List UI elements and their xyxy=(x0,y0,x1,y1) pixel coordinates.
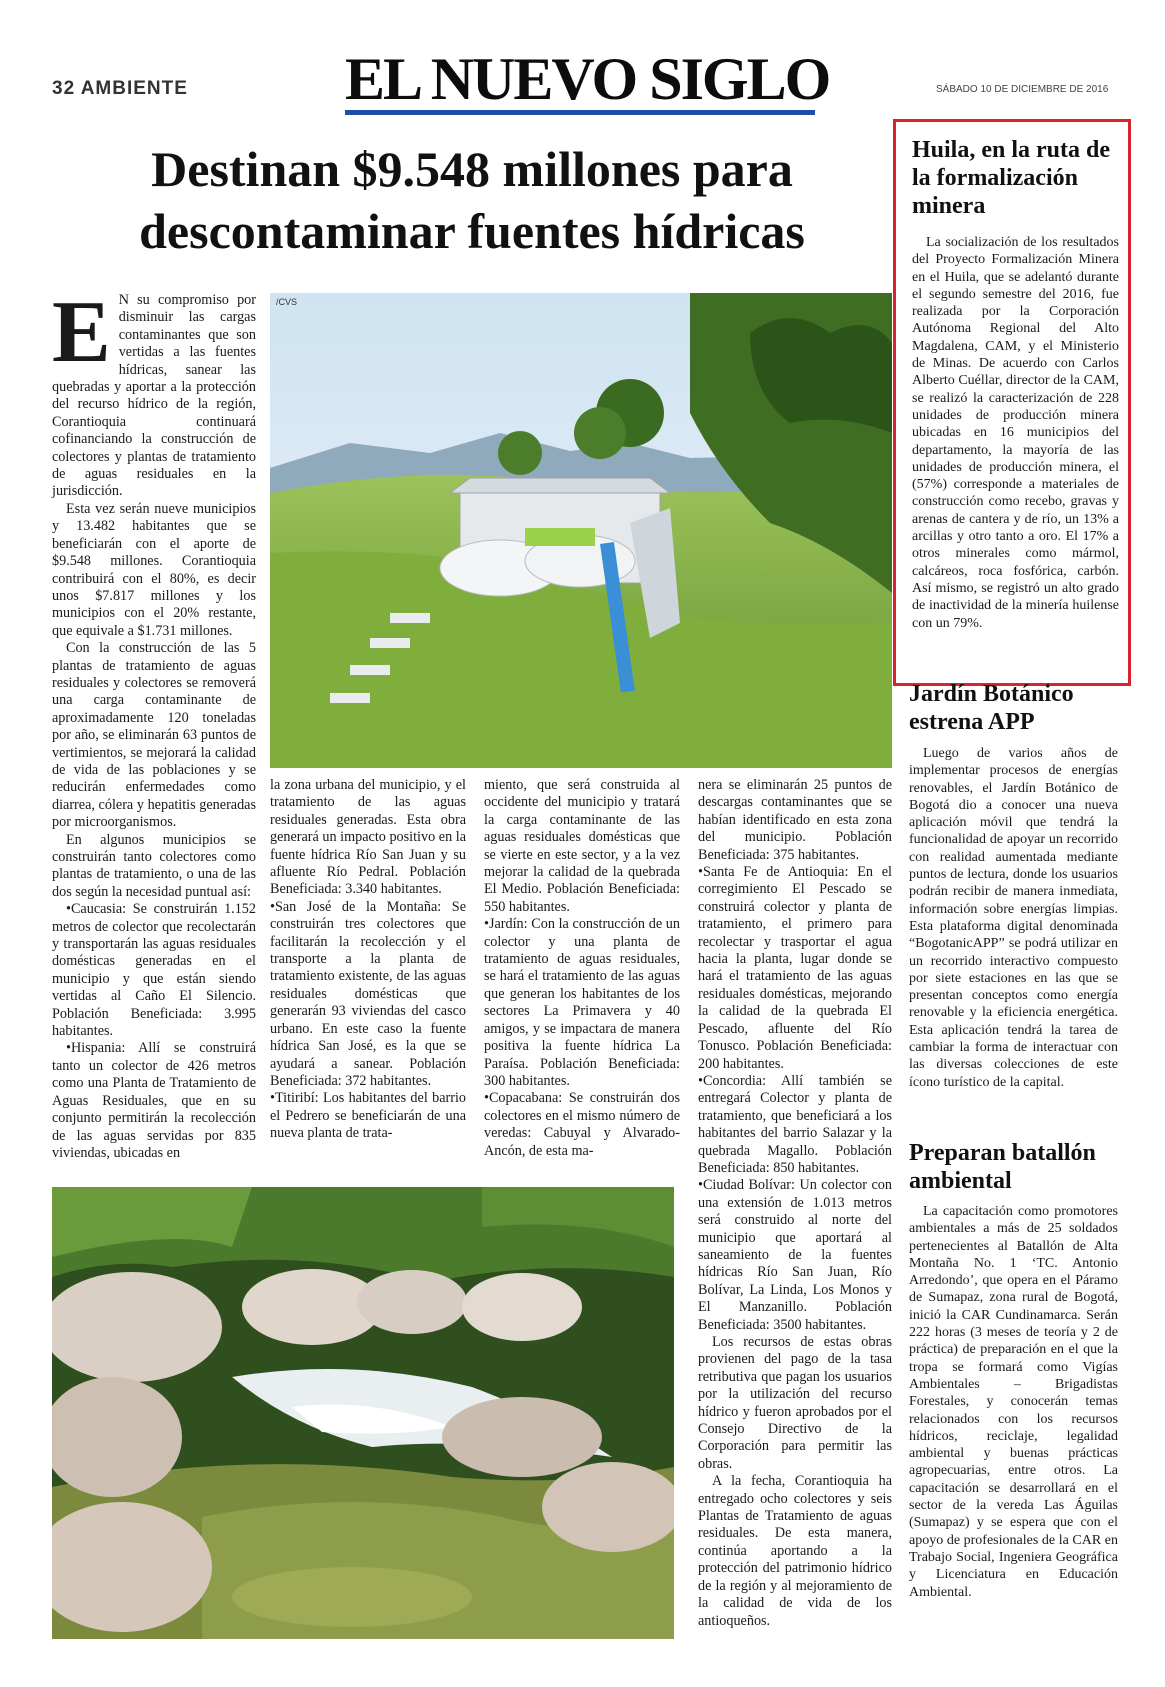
paragraph: •Ciudad Bolívar: Un colector con una extensión de 1.013 metros será construido al norte del municipio que aportará al saneamiento de la fuentes hídricas Río San Juan, Río Bolívar, La Linda, Los Monos y El Manzanillo. Población Beneficiada: 3500 habitantes. xyxy=(698,1177,892,1333)
huila-body xyxy=(912,234,1119,632)
paragraph: •Hispania: Allí se construirá tanto un colector de 426 metros como una Planta de Tratamiento de Aguas Residuales, que en su conjunto permitirán la recolección de las aguas servidas por 835 viviendas, ubicadas en xyxy=(52,1040,256,1161)
paragraph: Los recursos de estas obras provienen del pago de la tasa retributiva que pagan los usuarios por la utilización del recurso hídrico y fueron aprobados por el Consejo Directivo de la Corporación para permitir las obras. xyxy=(698,1334,892,1472)
jardin-title: Jardín Botánico estrena APP xyxy=(909,681,1074,735)
batallon-title: Preparan batallón ambiental xyxy=(909,1140,1096,1194)
paragraph: •San José de la Montaña: Se construirán tres colectores que facilitarán la recolección y el transporte a la planta de tratamiento existente, de las aguas residuales domésticas que generarán 93 viviendas del casco urbano. En este caso la fuente hídrica San José, es la que se ayudará a sanear. Población Beneficiada: 372 habitantes. xyxy=(270,898,466,1089)
paragraph: Esta vez serán nueve municipios y 13.482 habitantes que se beneficiarán con el aporte de $9.548 millones. Corantioquia contribuirá con el 80%, es decir unos $7.817 millones y los municipios con el 20% restante, que equivale a $1.731 millones. xyxy=(52,500,256,639)
paragraph: N su compromiso por disminuir las cargas contaminantes que son vertidas a las fuentes hídricas, sanear las quebradas y aportar a la protección del recurso hídrico de la región, Corantioquia continuará cofinanciando la construcción de colectores y plantas de tratamiento de aguas residuales en la jurisdicción. xyxy=(52,292,256,500)
article-column-2 xyxy=(270,777,466,1143)
issue-date: SÁBADO 10 DE DICIEMBRE DE 2016 xyxy=(936,84,1109,95)
drop-cap: E xyxy=(52,284,111,381)
photo-credit: /CVS xyxy=(276,297,298,307)
jardin-paragraph: Luego de varios años de implementar procesos de energías renovables, el Jardín Botánico de Bogotá dio a conocer una nueva aplicación móvil que tendrá la funcionalidad de apoyar un recorrido con realidad aumentada mediante puntos de lectura, donde los usuarios podrán recibir de manera inmediata, información sobre energías limpias. Esta plataforma digital denominada “BogotanicAPP” se podrá utilizar en un recorrido interactivo compuesto por siete estaciones en las que se presentan conceptos como energía renovable y la eficiencia energética. Esta aplicación tendrá la tarea de cambiar la forma de interactuar con las diversas colecciones de este ícono turístico de la capital. xyxy=(909,746,1118,1090)
paragraph: •Copacabana: Se construirán dos colectores en el mismo número de veredas: Cabuyal y Alvarado-Ancón, de esta ma- xyxy=(484,1090,680,1159)
batallon-body xyxy=(909,1203,1118,1601)
photo-treatment-plant xyxy=(270,293,892,768)
main-headline: Destinan $9.548 millones para descontaminar fuentes hídricas xyxy=(139,141,805,259)
jardin-body xyxy=(909,745,1118,1091)
paragraph: •Caucasia: Se construirán 1.152 metros de colector que recolectarán y transportarán las aguas residuales domésticas generadas en el municipio y que están siendo vertidas al Caño El Silencio. Población Beneficiada: 3.995 habitantes. xyxy=(52,901,256,1040)
paragraph: En algunos municipios se construirán tanto colectores como plantas de tratamiento, o una de las dos según la necesidad puntual así: xyxy=(52,831,256,900)
paragraph: •Santa Fe de Antioquia: En el corregimiento El Pescado se construirá colector y planta de tratamiento, el primero para recolectar y trasportar el agua hacia la planta, lugar donde se hará el tratamiento de las aguas residuales domésticas, mejorando la calidad de la quebrada El Pescado, afluente del Río Tonusco. Población Beneficiada: 200 habitantes. xyxy=(698,864,892,1072)
article-column-4 xyxy=(698,777,892,1630)
photo-river xyxy=(52,1187,674,1639)
paragraph: miento, que será construida al occidente del municipio y tratará la carga contaminante de las aguas residuales domésticas que se vierte en este sector, y a la vez mejorar la calidad de la quebrada El Medio. Población Beneficiada: 550 habitantes. xyxy=(484,777,680,915)
article-column-1 xyxy=(52,284,256,1162)
paragraph: •Jardín: Con la construcción de un colector y una planta de tratamiento de aguas residuales, se hará el tratamiento de las aguas que generan los habitantes de los sectores La Primavera y 40 amigos, y se impactara de manera positiva la fuente hídrica La Paraísa. Población Beneficiada: 300 habitantes. xyxy=(484,916,680,1089)
paragraph: •Concordia: Allí también se entregará Colector y planta de tratamiento, que beneficiará a los habitantes del barrio Salazar y la quebrada Magallo. Población Beneficiada: 850 habitantes. xyxy=(698,1072,892,1176)
batallon-paragraph: La capacitación como promotores ambientales a más de 25 soldados pertenecientes al Batallón de Alta Montaña No. 1 ‘TC. Antonio Arredondo’, que opera en el Páramo de Sumapaz, zona rural de Bogotá, inició la CAR Cundinamarca. Serán 222 horas (3 meses de teoría y 2 de práctica) de preparación en el que la tropa se formará como Vigías Ambientales – Brigadistas Forestales, y conocerán temas relacionados con los recursos hídricos, reciclaje, legalidad ambiental y buenas prácticas agropecuarias, entre otros. La capacitación se desarrollará en el sector de la vereda Las Águilas (Sumapaz) y se espera que con el apoyo de profesionales de la CAR en Trabajo Social, Ingeniera Geográfica y Licenciatura en Educación Ambiental. xyxy=(909,1204,1118,1600)
paragraph: A la fecha, Corantioquia ha entregado ocho colectores y seis Plantas de Tratamiento de aguas residuales. De esta manera, continúa aportando a la protección del patrimonio hídrico de la región y al mejoramiento de la calidad de vida de los antioqueños. xyxy=(698,1473,892,1629)
section-label: 32 AMBIENTE xyxy=(52,78,188,99)
article-column-3 xyxy=(484,777,680,1160)
paragraph: Con la construcción de las 5 plantas de tratamiento de aguas residuales y colectores se removerá una carga contaminante de aproximadamente 120 toneladas por año, se eliminarán 63 puntos de vertimientos, se mejorará la calidad de vida de las poblaciones y se reducirán enfermedades como diarrea, cólera y hepatitis generadas por microorganismos. xyxy=(52,640,256,831)
huila-title: Huila, en la ruta de la formalización minera xyxy=(912,137,1111,219)
paragraph: nera se eliminarán 25 puntos de descargas contaminantes que se habían identificado en esta zona del municipio. Población Beneficiada: 375 habitantes. xyxy=(698,777,892,863)
huila-paragraph: La socialización de los resultados del Proyecto Formalización Minera en el Huila, que se adelantó durante el segundo semestre del 2016, fue realizada por la Corporación Autónoma Regional del Alto Magdalena, CAM, y el Ministerio de Minas. De acuerdo con Carlos Alberto Cuéllar, director de la CAM, se realizó la caracterización de 228 unidades de producción minera ubicadas en 16 municipios del departamento, la mayoría de las unidades de producción minera, el (57%) corresponde a materiales de construcción como recebo, gravas y arenas de cantera y de río, un 13% a arcillas y otro tanto a oro. El 17% a otros minerales como mármol, calcáreos, roca fosfórica, carbón. Así mismo, se registró un alto grado de inactividad de la minería huilense con un 79%. xyxy=(912,235,1119,631)
paragraph: •Titiribí: Los habitantes del barrio el Pedrero se beneficiarán de una nueva planta de trata- xyxy=(270,1090,466,1142)
river-illustration xyxy=(52,1187,674,1639)
sidebar-box-huila xyxy=(893,119,1131,686)
paragraph: la zona urbana del municipio, y el tratamiento de las aguas residuales generadas. Esta obra generará un impacto positivo en la fuente hídrica Río San Juan y su afluente Río Pedral. Población Beneficiada: 3.340 habitantes. xyxy=(270,777,466,898)
treatment-plant-illustration xyxy=(270,293,892,768)
masthead: EL NUEVO SIGLO xyxy=(345,48,815,115)
